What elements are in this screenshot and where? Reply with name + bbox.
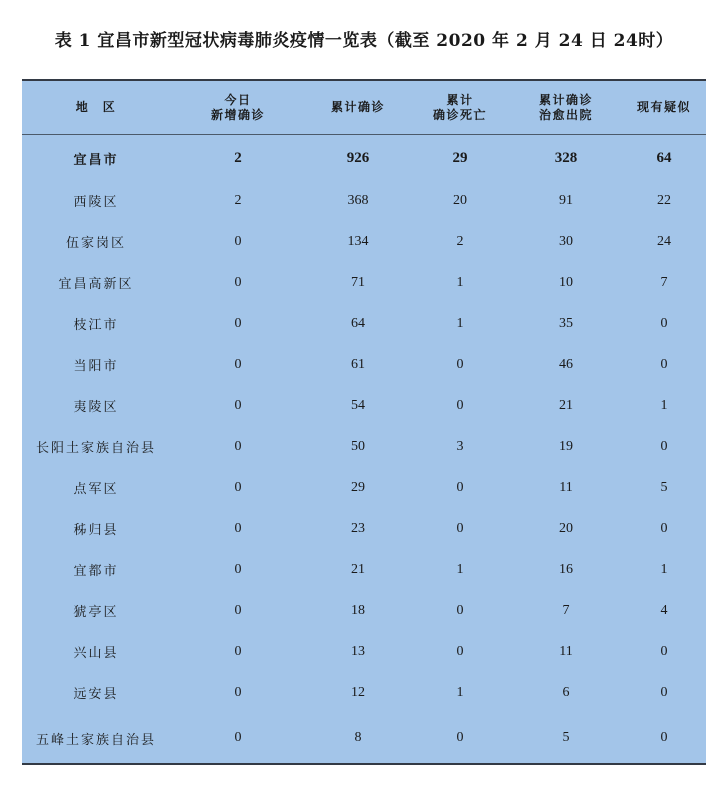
table-row [22,180,706,221]
cell-suspected: 7 [660,274,668,290]
table-row [22,549,706,590]
cell-deaths: 1 [456,561,464,577]
cell-new-today: 2 [234,150,242,166]
table-row [22,303,706,344]
header-new-today: 今日 新增确诊 [210,92,265,122]
cell-new-today: 0 [234,561,242,577]
cell-confirmed: 134 [347,233,369,249]
table-row [22,672,706,713]
table-row [22,508,706,549]
cell-suspected: 0 [660,520,668,536]
cell-cured: 30 [559,233,573,249]
cell-region: 伍家岗区 [65,236,126,251]
cell-cured: 11 [559,643,573,659]
table-row [22,590,706,631]
cell-region: 夷陵区 [73,400,119,415]
cell-new-today: 0 [234,520,242,536]
cell-deaths: 2 [456,233,464,249]
cell-new-today: 0 [234,479,242,495]
cell-deaths: 1 [456,274,464,290]
cell-deaths: 0 [456,643,464,659]
cell-new-today: 0 [234,684,242,700]
cell-cured: 5 [562,730,570,745]
table-row [22,385,706,426]
cell-region: 秭归县 [73,523,119,538]
cell-region: 远安县 [73,687,119,702]
cell-deaths: 3 [456,438,464,454]
cell-region: 枝江市 [73,318,119,333]
table-row [22,344,706,385]
cell-region: 点军区 [73,482,119,497]
cell-cured: 35 [559,315,573,331]
cell-region: 宜都市 [73,564,119,579]
cell-confirmed: 13 [351,643,365,659]
table-row [22,221,706,262]
cell-region: 西陵区 [73,195,119,210]
cell-suspected: 22 [657,192,671,208]
cell-confirmed: 71 [351,274,365,290]
header-cured: 累计确诊 治愈出院 [538,92,593,122]
cell-deaths: 0 [456,397,464,413]
cell-new-today: 0 [234,274,242,290]
cell-confirmed: 18 [351,602,365,618]
header-deaths: 累计 确诊死亡 [432,92,487,122]
cell-suspected: 0 [660,643,668,659]
table-row [22,467,706,508]
cell-region: 猇亭区 [73,605,119,620]
cell-region: 五峰土家族自治县 [35,732,156,748]
cell-cured: 11 [559,479,573,495]
cell-confirmed: 64 [351,315,365,331]
table-row [22,426,706,467]
header-region: 地 区 [75,100,117,114]
cell-suspected: 0 [660,730,668,745]
cell-cured: 10 [559,274,573,290]
cell-deaths: 1 [456,315,464,331]
cell-suspected: 64 [656,150,672,166]
table-row [22,713,706,763]
cell-confirmed: 926 [346,150,370,166]
cell-deaths: 0 [456,730,464,745]
cell-suspected: 24 [657,233,671,249]
cell-confirmed: 8 [354,730,362,745]
table-title: 表 1 宜昌市新型冠状病毒肺炎疫情一览表（截至 2020 年 2 月 24 日 24时） [54,31,674,51]
table-row-total [22,138,706,179]
table-row [22,262,706,303]
cell-new-today: 0 [234,438,242,454]
cell-suspected: 1 [660,397,668,413]
cell-region: 宜昌市 [73,153,119,168]
cell-new-today: 0 [234,643,242,659]
cell-suspected: 5 [660,479,668,495]
header-confirmed: 累计确诊 [330,100,385,114]
cell-new-today: 0 [234,397,242,413]
cell-deaths: 29 [452,150,468,166]
cell-deaths: 0 [456,356,464,372]
cell-region: 长阳土家族自治县 [35,441,156,456]
cell-confirmed: 12 [351,684,365,700]
cell-confirmed: 54 [351,397,365,413]
cell-new-today: 0 [234,356,242,372]
cell-cured: 20 [559,520,573,536]
cell-deaths: 1 [456,684,464,700]
cell-confirmed: 50 [351,438,365,454]
cell-cured: 16 [559,561,573,577]
cell-region: 兴山县 [73,646,119,661]
cell-suspected: 1 [660,561,668,577]
cell-cured: 6 [562,684,570,700]
cell-cured: 46 [559,356,573,372]
header-suspected: 现有疑似 [636,100,691,114]
cell-cured: 19 [559,438,573,454]
cell-confirmed: 29 [351,479,365,495]
table-row [22,631,706,672]
cell-region: 当阳市 [73,359,119,374]
cell-suspected: 0 [660,438,668,454]
epidemic-table [22,79,706,765]
cell-new-today: 0 [234,730,242,745]
cell-cured: 21 [559,397,573,413]
cell-suspected: 0 [660,315,668,331]
cell-new-today: 0 [234,315,242,331]
cell-confirmed: 23 [351,520,365,536]
cell-region: 宜昌高新区 [58,277,134,292]
cell-cured: 7 [562,602,570,618]
cell-deaths: 0 [456,602,464,618]
table-header-row [22,81,706,135]
cell-suspected: 0 [660,684,668,700]
cell-deaths: 0 [456,520,464,536]
cell-confirmed: 368 [347,192,369,208]
cell-suspected: 0 [660,356,668,372]
cell-suspected: 4 [660,602,668,618]
cell-confirmed: 21 [351,561,365,577]
cell-confirmed: 61 [351,356,365,372]
cell-cured: 91 [559,192,573,208]
cell-new-today: 2 [234,192,242,208]
cell-cured: 328 [554,150,578,166]
cell-deaths: 20 [453,192,467,208]
cell-new-today: 0 [234,233,242,249]
cell-deaths: 0 [456,479,464,495]
cell-new-today: 0 [234,602,242,618]
